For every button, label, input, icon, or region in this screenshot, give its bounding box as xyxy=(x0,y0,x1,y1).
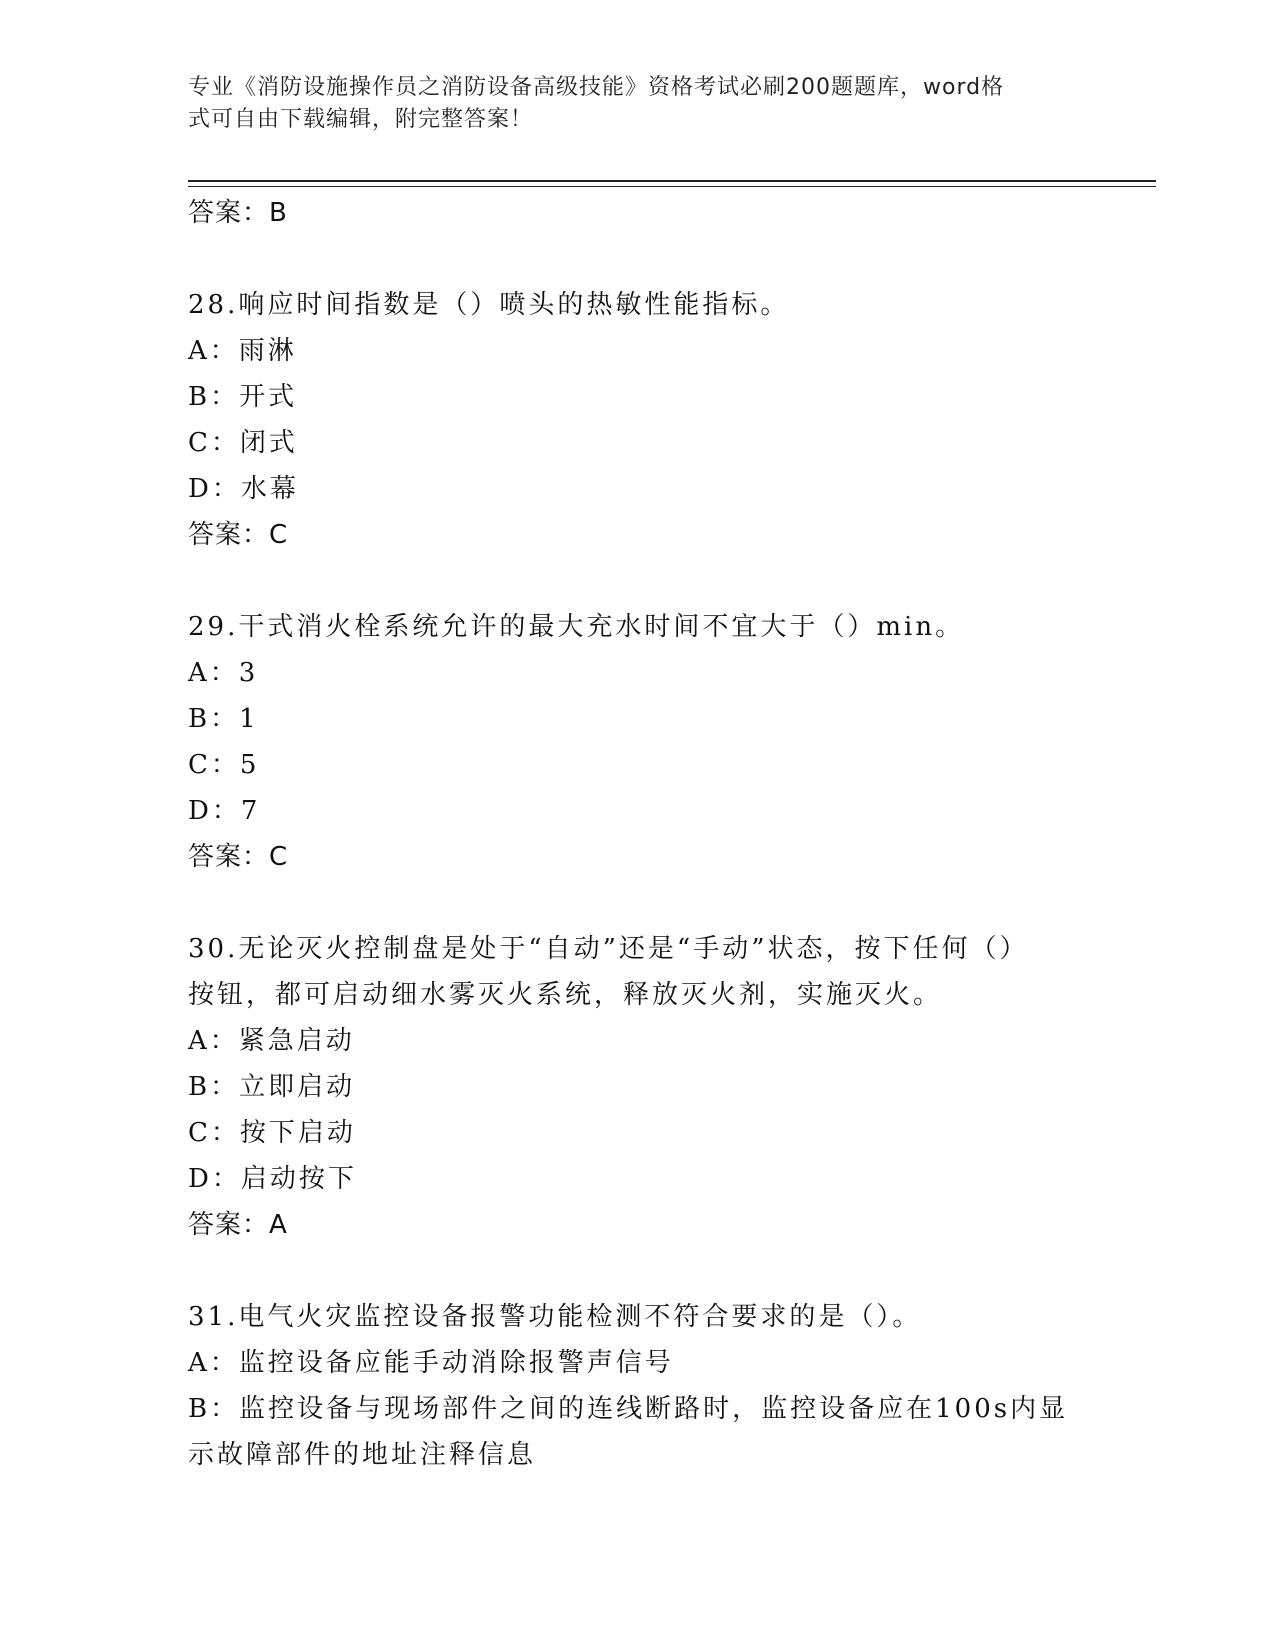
option-c: C：闭式 xyxy=(188,428,298,458)
answer-line: 答案：C xyxy=(188,842,289,872)
header-line-1: 专业《消防设施操作员之消防设备高级技能》资格考试必刷200题题库，word格 xyxy=(188,75,1005,100)
document-body xyxy=(188,190,1088,1478)
question-text: 29.干式消火栓系统允许的最大充水时间不宜大于（）min。 xyxy=(188,612,965,642)
option-b: B：1 xyxy=(188,704,259,734)
question-text-line-2: 按钮，都可启动细水雾灭火系统，释放灭火剂，实施灭火。 xyxy=(188,980,943,1010)
option-a: A：雨淋 xyxy=(188,336,297,366)
option-a: A：3 xyxy=(188,658,259,688)
header-rule-thick xyxy=(188,180,1156,182)
option-d: D：启动按下 xyxy=(188,1164,357,1194)
option-b-line-1: B：监控设备与现场部件之间的连线断路时，监控设备应在100s内显 xyxy=(188,1394,1069,1424)
answer-line: 答案：C xyxy=(188,520,289,550)
answer-line: 答案：A xyxy=(188,1210,288,1240)
header-line-2: 式可自由下载编辑，附完整答案！ xyxy=(188,107,534,132)
option-c: C：5 xyxy=(188,750,260,780)
option-a: A：紧急启动 xyxy=(188,1026,355,1056)
question-block xyxy=(188,282,1088,558)
answer-line: 答案：B xyxy=(188,198,288,228)
header-rule-thin xyxy=(188,186,1156,187)
option-d: D：水幕 xyxy=(188,474,299,504)
option-b: B：开式 xyxy=(188,382,298,412)
option-d: D：7 xyxy=(188,796,261,826)
question-text-line-1: 30.无论灭火控制盘是处于“自动”还是“手动”状态，按下任何（） xyxy=(188,934,1029,964)
question-text: 31.电气火灾监控设备报警功能检测不符合要求的是（）。 xyxy=(188,1302,922,1332)
question-text: 28.响应时间指数是（）喷头的热敏性能指标。 xyxy=(188,290,790,320)
question-block xyxy=(188,604,1088,880)
document-header xyxy=(188,72,1068,136)
question-block xyxy=(188,926,1088,1248)
option-a: A：监控设备应能手动消除报警声信号 xyxy=(188,1348,674,1378)
option-b-line-2: 示故障部件的地址注释信息 xyxy=(188,1440,537,1470)
option-b: B：立即启动 xyxy=(188,1072,356,1102)
option-c: C：按下启动 xyxy=(188,1118,356,1148)
question-block xyxy=(188,1294,1088,1478)
